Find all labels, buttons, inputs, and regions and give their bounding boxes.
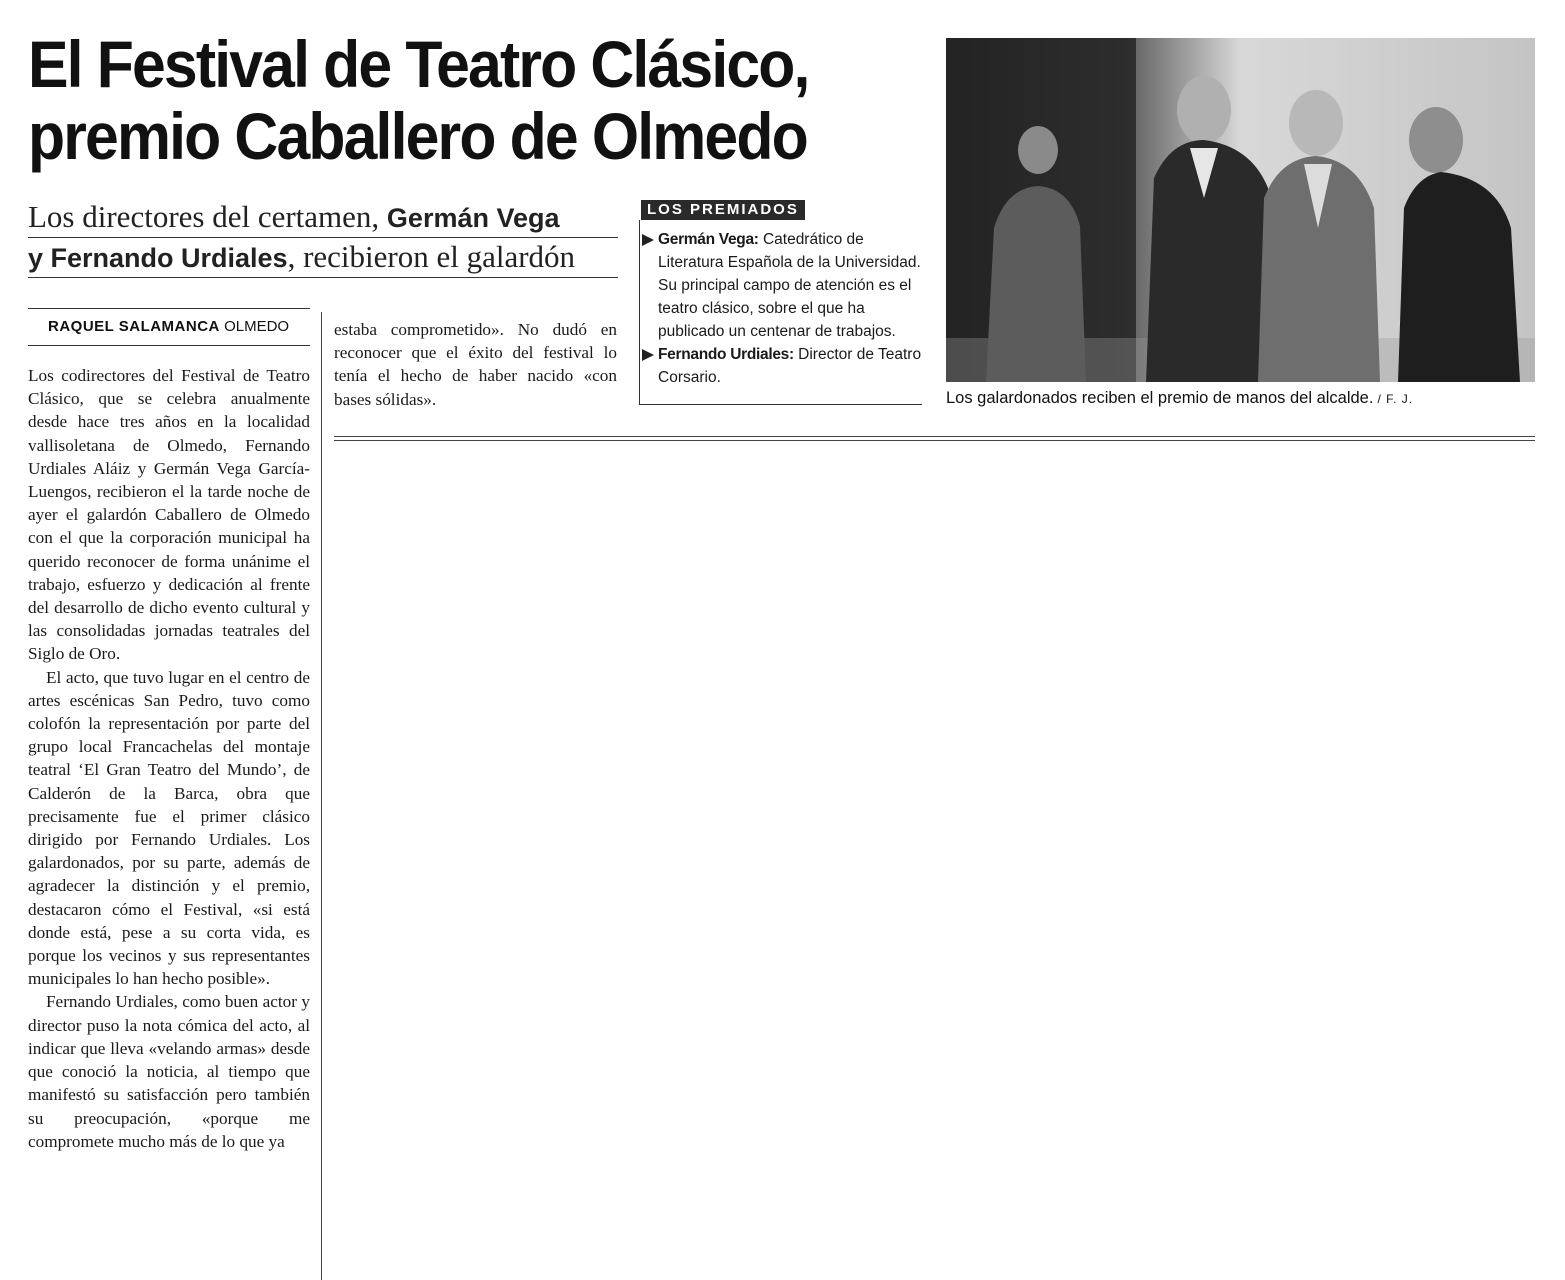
photo-caption xyxy=(946,389,1546,408)
body-paragraph: Fernando Urdiales, como buen actor y director puso la nota cómica del acto, al indicar que lleva «velando armas» desde que conoció la noticia, al tiempo que manifestó su satisfacción pero también su preocupación, «porque me compromete mucho más de lo que ya xyxy=(28,992,310,1151)
byline-place: OLMEDO xyxy=(224,318,290,335)
triangle-bullet-icon xyxy=(642,349,654,361)
headline xyxy=(28,28,856,172)
sidebar-item-text: Director de Teatro Corsario. xyxy=(658,346,922,386)
sidebar-box xyxy=(639,220,922,405)
headline-line-2: premio Caballero de Olmedo xyxy=(28,99,807,173)
divider xyxy=(28,345,310,346)
double-divider xyxy=(334,436,1535,441)
news-photo xyxy=(946,38,1535,382)
caption-text: Los galardonados reciben el premio de manos del alcalde. xyxy=(946,389,1374,407)
subheadline-line-2 xyxy=(28,238,618,278)
photo-illustration xyxy=(946,38,1535,382)
body-paragraph: Los codirectores del Festival de Teatro Clásico, que se celebra anualmente desde hace tres años en la localidad vallisoletana de Olmedo, Fernando Urdiales Aláiz y Germán Vega García-Luengos, recibieron el la tarde noche de ayer el galardón Caballero de Olmedo con el que la corporación municipal ha querido reconocer de forma unánime el trabajo, esfuerzo y dedicación al frente del desarrollo de dicho evento cultural y las consolidadas jornadas teatrales del Siglo de Oro. xyxy=(28,366,310,664)
sidebar-item-name: Germán Vega: xyxy=(658,231,759,248)
sidebar-item xyxy=(640,343,922,389)
subheadline-text-2: , recibieron el galardón xyxy=(287,239,576,274)
sidebar-item-text: Catedrático de Literatura Española de la Universidad. Su principal campo de atención es el teatro clásico, sobre el que ha publicado un centenar de trabajos. xyxy=(658,231,921,340)
article-column-2: estaba comprometido». No dudó en reconocer que el éxito del festival lo tenía el hecho de haber nacido «con bases sólidas». xyxy=(334,320,617,409)
byline-author: RAQUEL SALAMANCA xyxy=(48,318,220,335)
column-divider xyxy=(321,312,322,1280)
subheadline-text: Los directores del certamen, xyxy=(28,199,387,234)
subheadline xyxy=(28,198,618,278)
subheadline-name-1: Germán Vega xyxy=(386,203,560,233)
headline-line-1: El Festival de Teatro Clásico, xyxy=(28,27,809,101)
sidebar-item-name: Fernando Urdiales: xyxy=(658,346,794,363)
triangle-bullet-icon xyxy=(642,234,654,246)
photo-credit: / F. J. xyxy=(1377,392,1414,406)
body-paragraph: El acto, que tuvo lugar en el centro de artes escénicas San Pedro, tuvo como colofón la representación por parte del grupo local Francachelas del montaje teatral ‘El Gran Teatro del Mundo’, de Calderón de la Barca, obra que precisamente fue el primer clásico dirigido por Fernando Urdiales. Los galardonados, por su parte, además de agradecer la distinción y el premio, destacaron cómo el Festival, «si está donde está, pese a su corta vida, es porque los vecinos y sus representantes municipales lo han hecho posible». xyxy=(28,667,310,989)
divider xyxy=(28,308,310,309)
byline xyxy=(48,318,308,335)
article-column-1 xyxy=(28,364,310,1153)
sidebar-item xyxy=(640,228,922,343)
subheadline-name-2: y Fernando Urdiales xyxy=(28,243,288,273)
subheadline-line-1 xyxy=(28,198,618,238)
sidebar-label: LOS PREMIADOS xyxy=(641,200,805,220)
